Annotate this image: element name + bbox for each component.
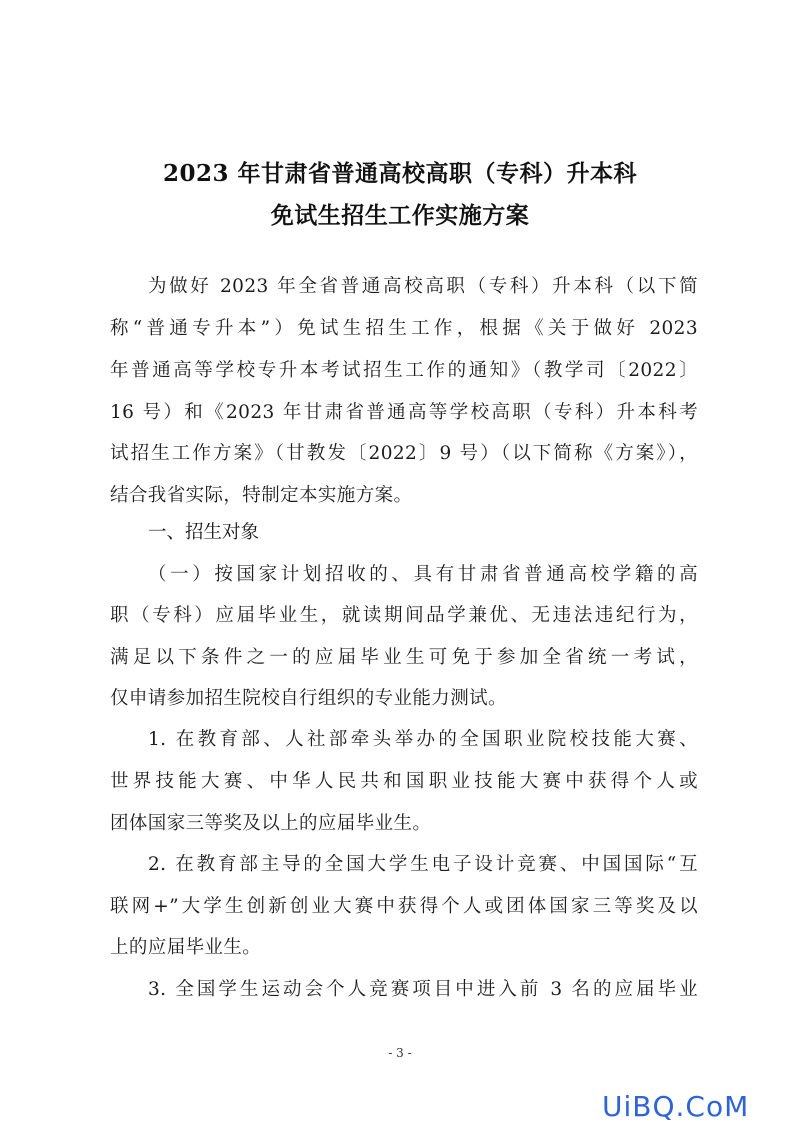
document-title-line-2: 免试生招生工作实施方案: [270, 202, 530, 229]
paragraph-line: 2. 在教育部主导的全国大学生电子设计竞赛、中国国际“互: [148, 854, 698, 875]
page-number: - 3 -: [388, 1046, 412, 1060]
paragraph-line: 满足以下条件之一的应届毕业生可免于参加全省统一考试，: [110, 647, 698, 668]
paragraph-line: 1. 在教育部、人社部牵头举办的全国职业院校技能大赛、: [148, 729, 698, 750]
paragraph-line: 3. 全国学生运动会个人竞赛项目中进入前 3 名的应届毕业: [148, 979, 698, 1000]
paragraph-line: 结合我省实际，特制定本实施方案。: [110, 485, 413, 506]
paragraph-line: （一）按国家计划招收的、具有甘肃省普通高校学籍的高: [148, 564, 698, 585]
paragraph-line: 称“普通专升本”）免试生招生工作，根据《关于做好 2023: [110, 318, 698, 339]
paragraph-line: 试招生工作方案》（甘教发〔2022〕9 号）（以下简称《方案》），: [110, 443, 698, 464]
paragraph-line: 世界技能大赛、中华人民共和国职业技能大赛中获得个人或: [110, 771, 698, 792]
paragraph-line: 团体国家三等奖及以上的应届毕业生。: [110, 813, 432, 834]
section-heading: 一、招生对象: [148, 522, 260, 543]
document-title-line-1: 2023 年甘肃省普通高校高职（专科）升本科: [162, 160, 638, 187]
site-watermark: UiBQ.CoM: [602, 1090, 750, 1123]
paragraph-line: 联网+”大学生创新创业大赛中获得个人或团体国家三等奖及以: [110, 896, 698, 917]
paragraph-line: 为做好 2023 年全省普通高校高职（专科）升本科（以下简: [148, 276, 698, 297]
paragraph-line: 上的应届毕业生。: [110, 937, 262, 958]
paragraph-line: 仅申请参加招生院校自行组织的专业能力测试。: [110, 688, 507, 709]
paragraph-line: 16 号）和《2023 年甘肃省普通高等学校高职（专科）升本科考: [110, 402, 698, 423]
paragraph-line: 职（专科）应届毕业生，就读期间品学兼优、无违法违纪行为，: [110, 605, 698, 626]
paragraph-line: 年普通高等学校专升本考试招生工作的通知》（教学司〔2022〕: [110, 360, 698, 381]
